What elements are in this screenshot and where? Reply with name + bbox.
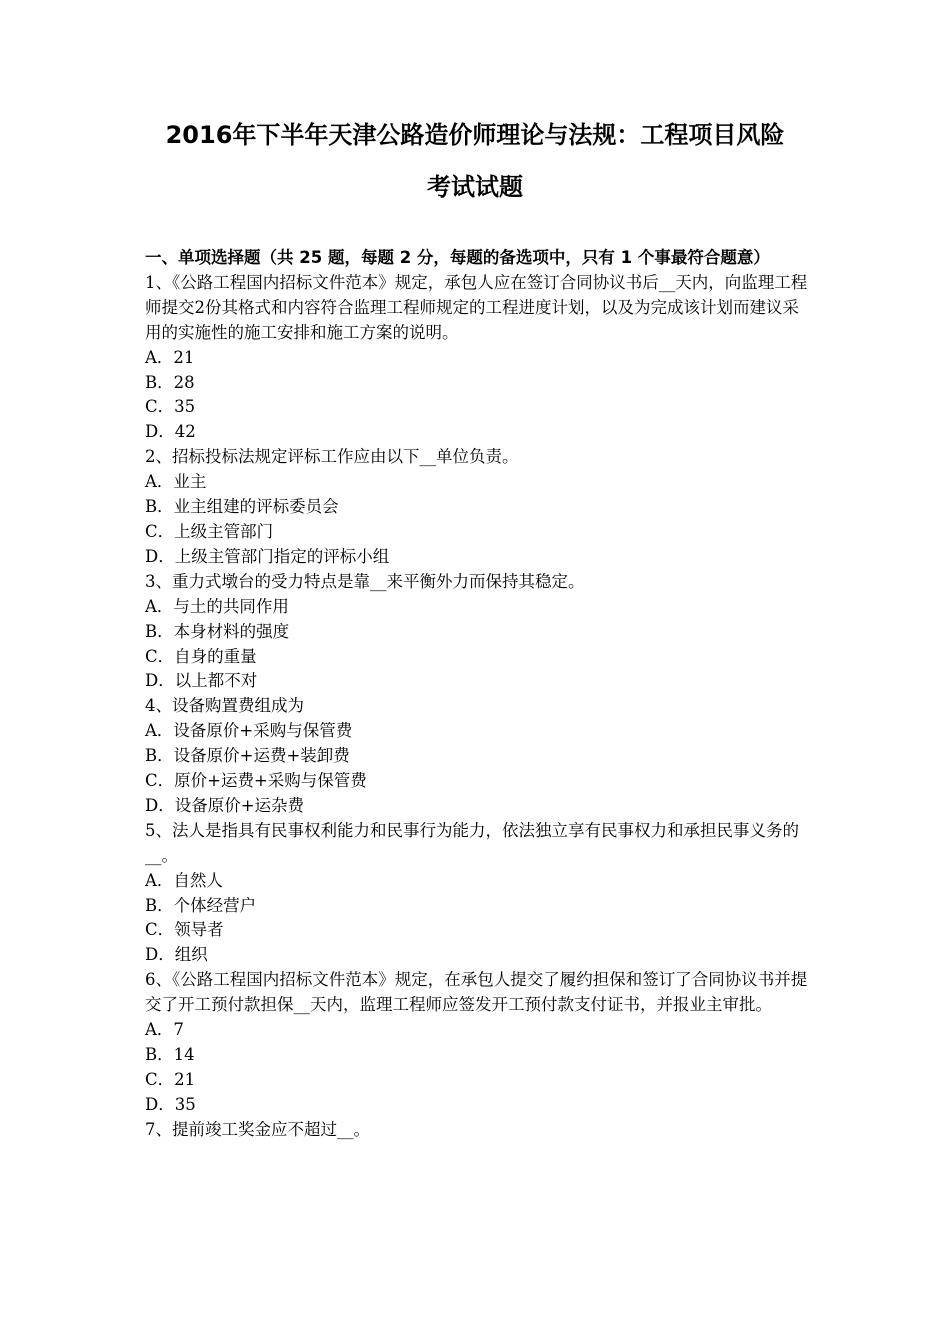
option-b: B．28	[145, 372, 195, 392]
question-stem: 4、设备购置费组成为	[145, 696, 304, 716]
question-5	[145, 819, 815, 968]
document-title-line-1: 2016年下半年天津公路造价师理论与法规：工程项目风险	[165, 121, 785, 149]
option-c: C．21	[145, 1069, 196, 1089]
option-c: C．自身的重量	[145, 646, 257, 666]
question-7	[145, 1118, 815, 1143]
section-heading: 一、单项选择题（共 25 题，每题 2 分，每题的备选项中，只有 1 个事最符合题意）	[145, 248, 770, 267]
question-stem: 6、《公路工程国内招标文件范本》规定，在承包人提交了履约担保和签订了合同协议书并提交了开工预付款担保__天内，监理工程师应签发开工预付款支付证书，并报业主审批。	[145, 970, 808, 1015]
option-a: A．7	[145, 1020, 184, 1040]
question-stem: 3、重力式墩台的受力特点是靠__来平衡外力而保持其稳定。	[145, 571, 585, 591]
question-1	[145, 271, 815, 445]
option-a: A．与土的共同作用	[145, 596, 289, 616]
question-6	[145, 968, 815, 1117]
option-a: A．设备原价+采购与保管费	[145, 721, 353, 741]
question-stem: 5、法人是指具有民事权利能力和民事行为能力，依法独立享有民事权力和承担民事义务的__。	[145, 820, 799, 865]
option-b: B．本身材料的强度	[145, 621, 290, 641]
question-2	[145, 445, 815, 570]
option-a: A．21	[145, 347, 195, 367]
option-c: C．35	[145, 397, 196, 417]
option-d: D．以上都不对	[145, 671, 258, 691]
option-d: D．组织	[145, 945, 208, 965]
option-b: B．设备原价+运费+装卸费	[145, 746, 350, 766]
option-d: D．设备原价+运杂费	[145, 795, 305, 815]
option-c: C．原价+运费+采购与保管费	[145, 771, 367, 791]
question-stem: 2、招标投标法规定评标工作应由以下__单位负责。	[145, 447, 519, 467]
option-a: A．业主	[145, 472, 207, 492]
option-d: D．上级主管部门指定的评标小组	[145, 546, 390, 566]
option-b: B．业主组建的评标委员会	[145, 497, 339, 517]
option-c: C．领导者	[145, 920, 224, 940]
option-c: C．上级主管部门	[145, 521, 274, 541]
document-body	[145, 246, 815, 1143]
option-d: D．35	[145, 1094, 196, 1114]
question-3	[145, 570, 815, 695]
document-title-line-2: 考试试题	[427, 173, 523, 201]
question-stem: 7、提前竣工奖金应不超过__。	[145, 1119, 370, 1139]
question-stem: 1、《公路工程国内招标文件范本》规定，承包人应在签订合同协议书后__天内，向监理工程师提交2份其格式和内容符合监理工程师规定的工程进度计划，以及为完成该计划而建议采用的实施性的施工安排和施工方案的说明。	[145, 272, 808, 342]
option-d: D．42	[145, 422, 196, 442]
question-4	[145, 694, 815, 819]
option-b: B．个体经营户	[145, 895, 257, 915]
option-a: A．自然人	[145, 870, 223, 890]
option-b: B．14	[145, 1045, 195, 1064]
